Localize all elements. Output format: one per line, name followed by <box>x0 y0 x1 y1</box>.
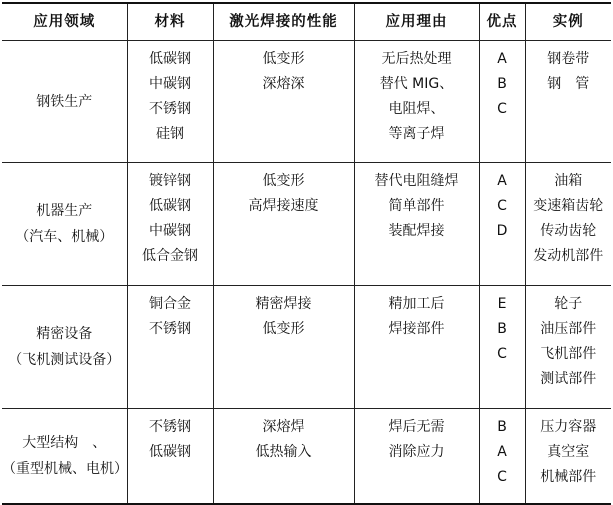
table-row <box>2 409 611 504</box>
performance-cell <box>213 409 354 504</box>
advantage-cell <box>479 409 525 504</box>
material-cell-line: 中碳钢 <box>149 223 191 239</box>
example-cell-line: 测试部件 <box>540 371 597 387</box>
reason-cell-line: 等离子焊 <box>388 126 445 142</box>
field-cell <box>2 409 127 504</box>
material-cell-line: 低合金钢 <box>142 248 198 264</box>
material-cell <box>127 286 213 409</box>
field-cell-line: （汽车、机械） <box>15 229 114 245</box>
field-cell-line: 大型结构 、 <box>22 434 107 451</box>
material-cell-line: 低碳钢 <box>149 51 191 67</box>
advantage-cell-line: A <box>497 444 507 460</box>
advantage-cell <box>479 41 525 163</box>
material-cell-line: 不锈钢 <box>149 321 191 337</box>
reason-cell-line: 装配焊接 <box>388 223 445 239</box>
example-cell-line: 轮子 <box>554 296 583 312</box>
header-field: 应用领域 <box>2 3 127 41</box>
table-row <box>2 163 611 286</box>
material-cell-line: 中碳钢 <box>149 76 191 92</box>
reason-cell-line: 焊后无需 <box>388 419 445 435</box>
laser-welding-applications-table <box>2 2 611 505</box>
performance-cell-line: 深熔深 <box>262 76 305 92</box>
header-row <box>2 3 611 41</box>
field-cell <box>2 163 127 286</box>
performance-cell-line: 深熔焊 <box>262 419 305 435</box>
reason-cell-line: 焊接部件 <box>388 321 445 337</box>
material-cell <box>127 163 213 286</box>
advantage-cell-line: C <box>497 101 507 117</box>
table-body <box>2 41 611 504</box>
field-cell <box>2 41 127 163</box>
header-performance: 激光焊接的性能 <box>213 3 354 41</box>
advantage-cell-line: B <box>497 419 507 435</box>
header-example: 实例 <box>525 3 611 41</box>
advantage-cell-line: B <box>497 321 507 337</box>
field-cell <box>2 286 127 409</box>
material-cell-line: 不锈钢 <box>149 101 191 117</box>
advantage-cell <box>479 286 525 409</box>
reason-cell-line: 替代电阻缝焊 <box>374 173 459 189</box>
performance-cell-line: 低变形 <box>262 321 305 337</box>
reason-cell-line: 消除应力 <box>388 444 445 460</box>
example-cell-line: 机械部件 <box>540 469 597 485</box>
performance-cell-line: 低变形 <box>262 173 305 189</box>
example-cell-line: 真空室 <box>547 444 590 460</box>
table-row <box>2 286 611 409</box>
reason-cell-line: 电阻焊、 <box>388 101 445 117</box>
advantage-cell-line: E <box>497 296 507 312</box>
advantage-cell-line: C <box>497 346 507 362</box>
example-cell <box>525 286 611 409</box>
example-cell-line: 传动齿轮 <box>540 223 597 239</box>
reason-cell <box>354 286 479 409</box>
example-cell <box>525 163 611 286</box>
material-cell-line: 低碳钢 <box>149 444 191 460</box>
advantage-cell-line: D <box>496 223 508 239</box>
advantage-cell-line: A <box>497 51 507 67</box>
advantage-cell-line: C <box>497 469 507 485</box>
performance-cell <box>213 41 354 163</box>
example-cell-line: 钢 管 <box>547 76 590 92</box>
field-cell-line: 钢铁生产 <box>36 93 93 110</box>
reason-cell-line: 无后热处理 <box>381 51 452 67</box>
reason-cell-line: 替代 MIG、 <box>379 76 454 92</box>
example-cell-line: 发动机部件 <box>533 248 604 264</box>
advantage-cell-line: A <box>497 173 507 189</box>
reason-cell <box>354 163 479 286</box>
example-cell <box>525 41 611 163</box>
field-cell-line: （重型机械、电机） <box>2 460 128 477</box>
performance-cell-line: 精密焊接 <box>255 296 312 312</box>
field-cell-line: （飞机测试设备） <box>8 352 121 368</box>
field-cell-line: 机器生产 <box>36 203 93 219</box>
example-cell-line: 油压部件 <box>540 321 597 337</box>
advantage-cell <box>479 163 525 286</box>
performance-cell-line: 低变形 <box>262 51 305 67</box>
material-cell-line: 低碳钢 <box>149 198 191 214</box>
reason-cell-line: 简单部件 <box>388 198 445 214</box>
performance-cell <box>213 286 354 409</box>
example-cell-line: 飞机部件 <box>540 346 597 362</box>
field-cell-line: 精密设备 <box>36 326 93 342</box>
reason-cell <box>354 41 479 163</box>
advantage-cell-line: C <box>497 198 507 214</box>
material-cell <box>127 409 213 504</box>
reason-cell-line: 精加工后 <box>388 296 445 312</box>
table-row <box>2 41 611 163</box>
example-cell-line: 油箱 <box>554 173 583 189</box>
material-cell-line: 镀锌钢 <box>149 173 191 189</box>
performance-cell <box>213 163 354 286</box>
header-material: 材料 <box>127 3 213 41</box>
advantage-cell-line: B <box>497 76 507 92</box>
material-cell-line: 不锈钢 <box>149 419 191 435</box>
reason-cell <box>354 409 479 504</box>
performance-cell-line: 高焊接速度 <box>248 198 319 214</box>
material-cell-line: 硅钢 <box>156 126 184 142</box>
material-cell-line: 铜合金 <box>149 296 191 312</box>
header-reason: 应用理由 <box>354 3 479 41</box>
material-cell <box>127 41 213 163</box>
example-cell-line: 钢卷带 <box>547 51 590 67</box>
header-advantage: 优点 <box>479 3 525 41</box>
example-cell-line: 压力容器 <box>540 419 597 435</box>
performance-cell-line: 低热输入 <box>255 444 312 460</box>
example-cell-line: 变速箱齿轮 <box>533 198 604 214</box>
example-cell <box>525 409 611 504</box>
